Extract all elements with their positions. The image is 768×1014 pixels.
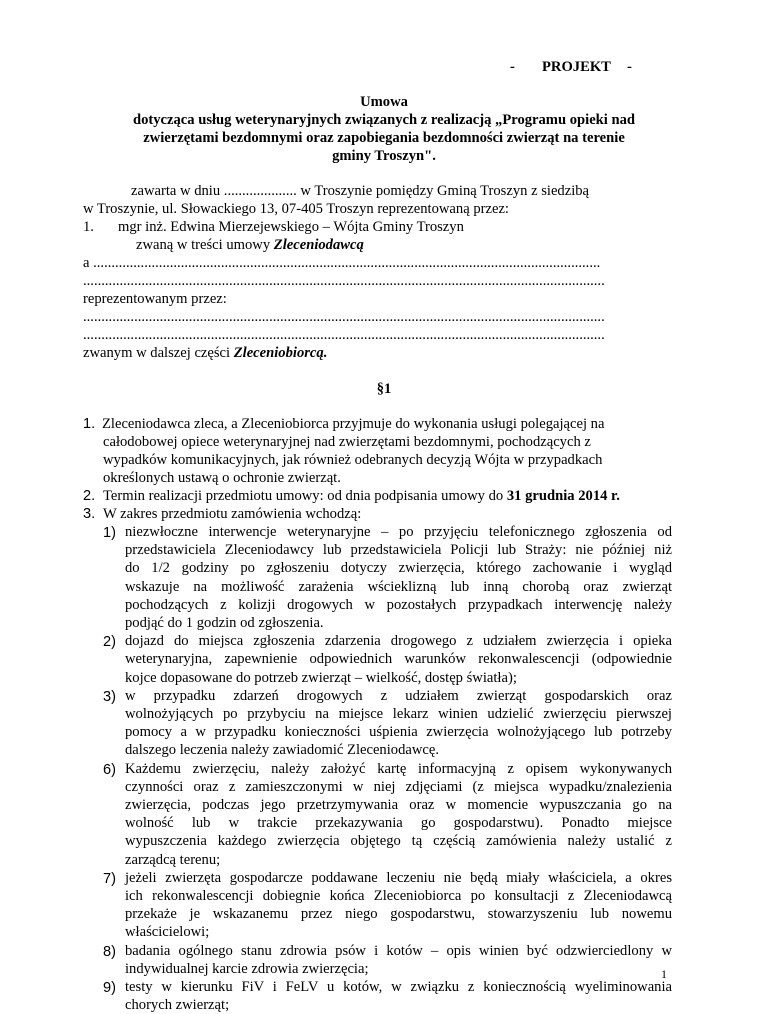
item-2-line-1: dojazd do miejsca zgłoszenia zdarzenia drogowego z udziałem zwierzęcia i opieka <box>125 633 672 650</box>
point-3-number: 3. <box>83 506 96 522</box>
item-9-number: 9) <box>103 980 116 996</box>
item-1-line-5: pochodzących z kolizji drogowych w pozostałych przypadkach interwencję należy <box>125 596 672 613</box>
point-2-text <box>103 487 620 506</box>
contractor-designation <box>83 344 327 363</box>
client-role: Zleceniodawcą <box>273 237 364 253</box>
item-3-text <box>125 687 672 760</box>
item-6-line-1: Każdemu zwierzęciu, należy założyć kartę informacyjną z opisem wykonywanych <box>125 760 672 777</box>
item-2-line-2: weterynaryjna, zapewnienie odpowiednich warunków rekonwalescencji (odpowiednie <box>125 651 672 668</box>
dotted-line-3: ............................................................................................................................................... <box>83 327 605 343</box>
item-6-line-5: wypuszczenia każdego zwierzęcia objętego tą częścią zamówienia należy ustalić z <box>125 833 672 850</box>
represented-by-label: reprezentowanym przez: <box>83 291 227 307</box>
contractor-role: Zleceniobiorcą. <box>233 345 328 361</box>
item-7-line-4: właścicielowi; <box>125 924 210 941</box>
item-2-text <box>125 632 672 687</box>
point-1-line-2: całodobowej opiece weterynaryjnej nad zwierzętami bezdomnymi, pochodzących z <box>103 434 591 450</box>
item-1-number: 1) <box>103 525 116 541</box>
page-number: 1 <box>661 967 667 981</box>
item-1-text <box>125 523 672 632</box>
item-7-number: 7) <box>103 870 116 887</box>
item-9-text <box>125 978 672 1014</box>
section-heading: §1 <box>376 381 392 397</box>
item-2-line-3: kojce dopasowane do potrzeb zwierząt – wielkość, dostęp światła); <box>125 669 517 686</box>
item-7-line-2: ich rekonwalescencji dobiegnie końca Zleceniobiorca po konsultacji z Zleceniodawcą <box>125 888 672 904</box>
item-3-line-2: wolnożyjących po przybyciu na miejsce lekarz winien udzielić zwierzęciu pierwszej <box>125 706 672 722</box>
title-line-2: dotycząca usług weterynaryjnych związanych z realizacją „Programu opieki nad <box>132 112 636 128</box>
item-7-line-3: przekaże je wskazanemu przez niego gospodarstwu, stowarzyszeniu lub nowemu <box>125 906 672 923</box>
header-project-label: PROJEKT <box>542 59 611 75</box>
point-2-body: Termin realizacji przedmiotu umowy: od dnia podpisania umowy do <box>103 488 507 504</box>
representative-name: mgr inż. Edwina Mierzejewskiego – Wójta Gminy Troszyn <box>118 219 464 235</box>
item-9-line-1: testy w kierunku FiV i FeLV u kotów, w związku z koniecznością wyeliminowania <box>125 979 672 995</box>
header-dash-left: - <box>510 59 515 75</box>
item-6-number: 6) <box>103 761 116 778</box>
contractor-designation-prefix: zwanym w dalszej części <box>83 345 234 361</box>
point-1-line-4: określonych ustawą o ochronie zwierząt. <box>103 470 341 486</box>
item-2-number: 2) <box>103 634 116 651</box>
item-8-line-1: badania ogólnego stanu zdrowia psów i kotów – opis winien być odzwierciedlony w <box>125 942 672 959</box>
representative-number: 1. <box>83 219 94 235</box>
item-1-line-1: niezwłoczne interwencje weterynaryjne – po przyjęciu telefonicznego zgłoszenia od <box>125 524 672 540</box>
point-3-text: W zakres przedmiotu zamówienia wchodzą: <box>103 506 362 522</box>
client-designation <box>136 236 364 255</box>
item-8-text <box>125 942 672 978</box>
item-3-line-4: dalszego leczenia należy zawiadomić Zleceniodawcę. <box>125 742 439 759</box>
item-8-line-2: indywidualnej karcie zdrowia zwierzęcia; <box>125 960 369 977</box>
item-3-line-3: pomocy a w przypadku konieczności uśpienia zwierzęcia wolnożyjącego lub potrzeby <box>125 724 672 741</box>
item-8-number: 8) <box>103 943 116 960</box>
item-7-text <box>125 869 672 942</box>
item-9-line-2: chorych zwierząt; <box>125 997 230 1014</box>
title-line-3: zwierzętami bezdomnymi oraz zapobiegania bezdomności zwierząt na terenie <box>143 130 625 146</box>
intro-line-2: w Troszynie, ul. Słowackiego 13, 07-405 Troszyn reprezentowaną przez: <box>83 201 509 217</box>
item-6-text <box>125 760 672 869</box>
point-1-line-1: Zleceniodawca zleca, a Zleceniobiorca przyjmuje do wykonania usługi polegającej na <box>102 416 605 432</box>
item-1-line-2: przedstawiciela Zleceniodawcy lub przedstawiciela Policji lub Straży: nie później niż <box>125 542 672 559</box>
item-6-line-3: zwierzęcia, podczas jego przetrzymywania oraz w momencie wypuszczania go na <box>125 797 672 813</box>
title-line-4: gminy Troszyn". <box>332 148 436 164</box>
item-1-line-4: wskazuje na możliwość zarażenia wścieklizną lub inną chorobą oraz zwierząt <box>125 578 672 595</box>
item-3-number: 3) <box>103 688 116 705</box>
item-6-line-4: wolność lub w trakcie przekazywania go gospodarstwu). Ponadto miejsce <box>125 815 672 832</box>
point-2-number: 2. <box>83 488 96 504</box>
item-3-line-1: w przypadku zdarzeń drogowych z udziałem zwierząt gospodarskich oraz <box>125 687 672 704</box>
point-1-line-3: wypadków komunikacyjnych, jak również odebranych decyzją Wójta w przypadkach <box>103 452 603 468</box>
title-line-1: Umowa <box>360 94 408 110</box>
point-2-deadline: 31 grudnia 2014 r. <box>506 488 620 504</box>
header-dash-right: - <box>627 59 632 75</box>
item-7-line-1: jeżeli zwierzęta gospodarcze poddawane leczeniu nie będą miały właściciela, a okres <box>125 869 672 886</box>
item-1-line-3: do 1/2 godziny po zgłoszeniu dotyczy zwierzęcia, którego zachowanie i wygląd <box>125 560 672 577</box>
client-designation-prefix: zwaną w treści umowy <box>136 237 274 253</box>
item-6-line-2: czynności oraz z zamieszczonymi w niej zdjęciami (z miejsca wypadku/znalezienia <box>125 778 672 795</box>
point-1-number: 1. <box>83 416 96 432</box>
intro-line-1: zawarta w dniu .................... w Troszynie pomiędzy Gminą Troszyn z siedzibą <box>131 183 590 199</box>
dotted-line-1: ............................................................................................................................................... <box>83 273 605 289</box>
dotted-line-2: ............................................................................................................................................... <box>83 309 605 325</box>
contractor-line: a ........................................................................................................................................... <box>83 255 601 271</box>
item-1-line-6: podjąć do 1 godzin od zgłoszenia. <box>125 615 324 632</box>
item-6-line-6: zarządcą terenu; <box>125 851 221 868</box>
